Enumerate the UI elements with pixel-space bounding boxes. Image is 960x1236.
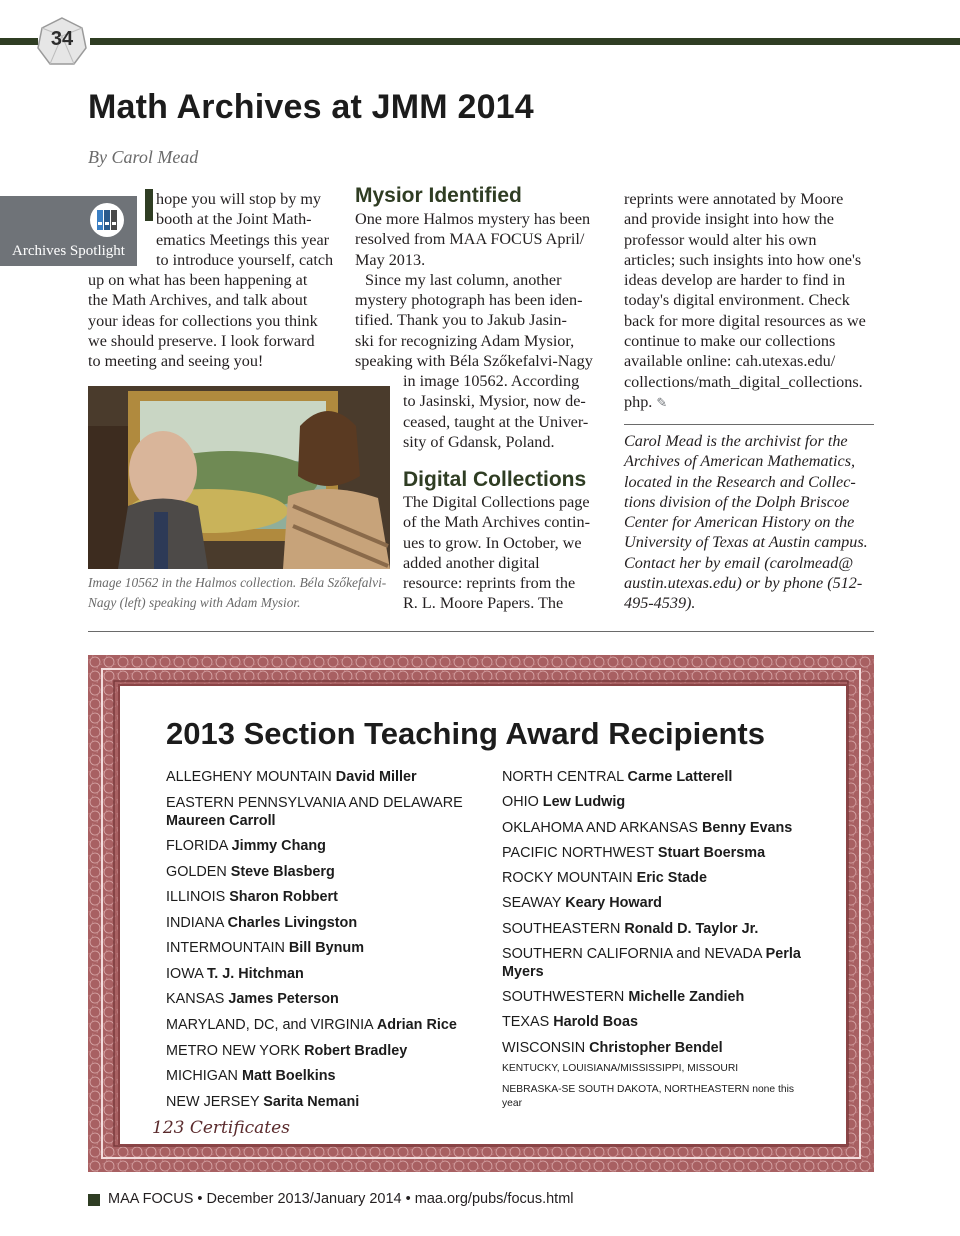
- recipient-item: [502, 1039, 822, 1057]
- recipient-name: Harold Boas: [553, 1014, 638, 1030]
- text-line: collections/math_digital_collections.: [624, 372, 863, 391]
- recipient-region: KANSAS: [166, 991, 225, 1007]
- recipient-item: [166, 1067, 486, 1085]
- recipient-name: Jimmy Chang: [231, 838, 326, 854]
- recipient-item: [502, 844, 822, 862]
- recipient-item: [502, 793, 822, 811]
- text-line: speaking with Béla Szőkefalvi-Nagy: [355, 352, 593, 371]
- col1-body: [88, 270, 348, 371]
- recipient-item: [502, 988, 822, 1006]
- recipient-region: TEXAS: [502, 1014, 550, 1030]
- recipient-region: GOLDEN: [166, 864, 227, 880]
- text-line: Center for American History on the: [624, 513, 855, 532]
- recipient-name: Steve Blasberg: [230, 864, 335, 880]
- header-rule-right: [90, 38, 960, 45]
- recipient-name: Stuart Boersma: [657, 845, 766, 861]
- text-line: sity of Gdansk, Poland.: [403, 432, 555, 451]
- recipient-name: David Miller: [335, 769, 417, 785]
- recipient-region: MARYLAND, DC, and VIRGINIA: [166, 1017, 373, 1033]
- text-line: and provide insight into how the: [624, 210, 834, 229]
- section-heading-digital: Digital Collections: [403, 468, 587, 491]
- author-bio: [624, 431, 879, 614]
- text-line: mystery photograph has been iden-: [355, 291, 583, 310]
- text-line: of the Math Archives contin-: [403, 513, 591, 532]
- text-line: ematics Meetings this year: [156, 230, 330, 249]
- recipient-item: [502, 869, 822, 887]
- recipient-name: Ronald D. Taylor Jr.: [624, 921, 759, 937]
- recipient-region: OHIO: [502, 794, 539, 810]
- recipient-name: Eric Stade: [636, 870, 707, 886]
- recipient-item: [166, 914, 486, 932]
- text-line: php.: [624, 392, 653, 411]
- recipient-item: [166, 965, 486, 983]
- text-line: added another digital: [403, 553, 540, 572]
- text-line: tions division of the Dolph Briscoe: [624, 492, 850, 511]
- recipient-region: SEAWAY: [502, 895, 562, 911]
- recipient-region: ILLINOIS: [166, 889, 226, 905]
- recipient-region: ALLEGHENY MOUNTAIN: [166, 769, 332, 785]
- certificates-handwritten-note: 123 Certificates: [152, 1118, 290, 1138]
- recipient-name: Benny Evans: [701, 820, 793, 836]
- text-line: Archives of American Mathematics,: [624, 452, 856, 471]
- recipient-item: [502, 768, 822, 786]
- end-mark-icon: ✎: [656, 395, 668, 411]
- section-divider: [88, 631, 874, 632]
- text-line: Carol Mead is the archivist for the: [624, 432, 848, 450]
- recipient-name: Bill Bynum: [288, 940, 365, 956]
- recipient-item: [502, 1013, 822, 1031]
- text-line: your ideas for collections you think: [88, 311, 318, 330]
- col2-digital: [403, 492, 613, 614]
- text-line: back for more digital resources as we: [624, 311, 866, 330]
- text-line: located in the Research and Collec-: [624, 472, 856, 491]
- text-line: reprints were annotated by Moore: [624, 190, 844, 208]
- col2-mysior: [355, 209, 610, 371]
- recipient-name: James Peterson: [228, 991, 339, 1007]
- recipient-item: [502, 819, 822, 837]
- col3-body: [624, 189, 874, 414]
- recipient-item: [166, 1016, 486, 1034]
- article-byline: By Carol Mead: [88, 147, 199, 167]
- text-line: resolved from MAA FOCUS April/: [355, 230, 585, 249]
- text-line: One more Halmos mystery has been: [355, 210, 591, 228]
- text-line: to Jasinski, Mysior, now de-: [403, 392, 586, 411]
- recipient-item: [166, 768, 486, 786]
- photo-illustration: [88, 386, 390, 569]
- recipient-name: Charles Livingston: [227, 915, 358, 931]
- text-line: [624, 392, 874, 414]
- recipient-item: [502, 894, 822, 912]
- recipient-region: FLORIDA: [166, 838, 228, 854]
- text-line: to meeting and seeing you!: [88, 352, 264, 371]
- recipient-item: [166, 888, 486, 906]
- text-line: May 2013.: [355, 250, 426, 269]
- text-line: to introduce yourself, catch: [156, 250, 334, 269]
- recipient-name: Robert Bradley: [304, 1043, 408, 1059]
- no-award-note: NEBRASKA-SE SOUTH DAKOTA, NORTHEASTERN none this year: [502, 1084, 795, 1109]
- recipient-region: NORTH CENTRAL: [502, 769, 624, 785]
- recipient-region: WISCONSIN: [502, 1040, 586, 1056]
- archives-spotlight-label: Archives Spotlight: [12, 243, 125, 259]
- recipient-name: Sarita Nemani: [263, 1094, 360, 1110]
- recipient-item: [166, 837, 486, 855]
- text-line: austin.utexas.edu) or by phone (512-: [624, 574, 863, 593]
- recipient-item: [166, 1042, 486, 1060]
- recipient-item: [166, 939, 486, 957]
- recipient-region: PACIFIC NORTHWEST: [502, 845, 654, 861]
- text-line: up on what has been happening at: [88, 271, 308, 289]
- col2-mysior-narrow: [403, 371, 613, 452]
- photo-caption: Image 10562 in the Halmos collection. Béla Szőkefalvi-Nagy (left) speaking with Adam Mysior.: [88, 575, 387, 610]
- text-line: the Math Archives, and talk about: [88, 291, 308, 310]
- recipient-item: [502, 920, 822, 938]
- recipient-region: NEW JERSEY: [166, 1094, 260, 1110]
- recipient-region: SOUTHWESTERN: [502, 989, 625, 1005]
- text-line: R. L. Moore Papers. The: [403, 594, 564, 613]
- text-line: in image 10562. According: [403, 372, 580, 390]
- recipient-name: Lew Ludwig: [542, 794, 626, 810]
- text-line: resource: reprints from the: [403, 574, 576, 593]
- recipient-region: MICHIGAN: [166, 1068, 238, 1084]
- recipient-name: Christopher Bendel: [589, 1040, 723, 1056]
- recipient-region: EASTERN PENNSYLVANIA AND DELAWARE: [166, 795, 463, 811]
- recipient-name: Carme Latterell: [627, 769, 733, 785]
- text-line: booth at the Joint Math-: [156, 210, 312, 229]
- recipient-region: OKLAHOMA AND ARKANSAS: [502, 820, 698, 836]
- recipient-region: INDIANA: [166, 915, 224, 931]
- recipient-region: INTERMOUNTAIN: [166, 940, 285, 956]
- recipient-name: Keary Howard: [565, 895, 662, 911]
- recipient-item: [166, 990, 486, 1008]
- text-line: ues to grow. In October, we: [403, 533, 582, 552]
- text-line: ski for recognizing Adam Mysior,: [355, 331, 575, 350]
- binders-icon: [88, 202, 126, 238]
- recipient-name: Michelle Zandieh: [628, 989, 745, 1005]
- recipient-item: [166, 863, 486, 881]
- recipient-region: IOWA: [166, 966, 204, 982]
- page-footer: MAA FOCUS • December 2013/January 2014 • maa.org/pubs/focus.html: [108, 1191, 574, 1207]
- text-line: Contact her by email (carolmead@: [624, 553, 854, 572]
- text-line: articles; such insights into how one's: [624, 250, 862, 269]
- text-line: we should preserve. I look forward: [88, 331, 315, 350]
- text-line: available online: cah.utexas.edu/: [624, 352, 836, 371]
- text-line: University of Texas at Austin campus.: [624, 533, 868, 552]
- text-line: Since my last column, another: [365, 270, 562, 289]
- certificate-title: 2013 Section Teaching Award Recipients: [166, 716, 765, 751]
- header-rule-left: [0, 38, 38, 45]
- recipient-name: Perla Myers: [502, 946, 801, 980]
- recipient-item: [166, 1093, 486, 1111]
- recipient-name: T. J. Hitchman: [207, 966, 304, 982]
- archive-photo: [88, 386, 390, 569]
- recipient-region: ROCKY MOUNTAIN: [502, 870, 633, 886]
- recipient-name: Maureen Carroll: [166, 813, 276, 829]
- text-line: The Digital Collections page: [403, 493, 590, 511]
- text-line: today's digital environment. Check: [624, 291, 850, 310]
- recipient-region: SOUTHEASTERN: [502, 921, 621, 937]
- text-line: ceased, taught at the Univer-: [403, 412, 589, 431]
- no-award-note: KENTUCKY, LOUISIANA/MISSISSIPPI, MISSOURI: [502, 1063, 739, 1074]
- recipient-region: METRO NEW YORK: [166, 1043, 301, 1059]
- dropcap: [145, 189, 153, 221]
- text-line: 495-4539).: [624, 594, 696, 613]
- page-number: 34: [50, 28, 74, 50]
- text-line: hope you will stop by my: [156, 190, 322, 208]
- recipient-item: [166, 794, 486, 830]
- text-line: tified. Thank you to Jakub Jasin-: [355, 311, 567, 330]
- section-heading-mysior: Mysior Identified: [355, 184, 522, 207]
- text-line: professor would alter his own: [624, 230, 817, 249]
- footer-square-icon: [88, 1194, 100, 1206]
- text-line: ideas develop are harder to find in: [624, 271, 846, 290]
- recipient-item: [502, 945, 822, 981]
- recipient-name: Matt Boelkins: [241, 1068, 336, 1084]
- bio-divider: [624, 424, 874, 425]
- col1-intro: [156, 189, 376, 270]
- recipient-region: SOUTHERN CALIFORNIA and NEVADA: [502, 946, 762, 962]
- text-line: continue to make our collections: [624, 332, 836, 351]
- article-title: Math Archives at JMM 2014: [88, 88, 534, 126]
- recipient-name: Sharon Robbert: [229, 889, 338, 905]
- recipient-name: Adrian Rice: [376, 1017, 457, 1033]
